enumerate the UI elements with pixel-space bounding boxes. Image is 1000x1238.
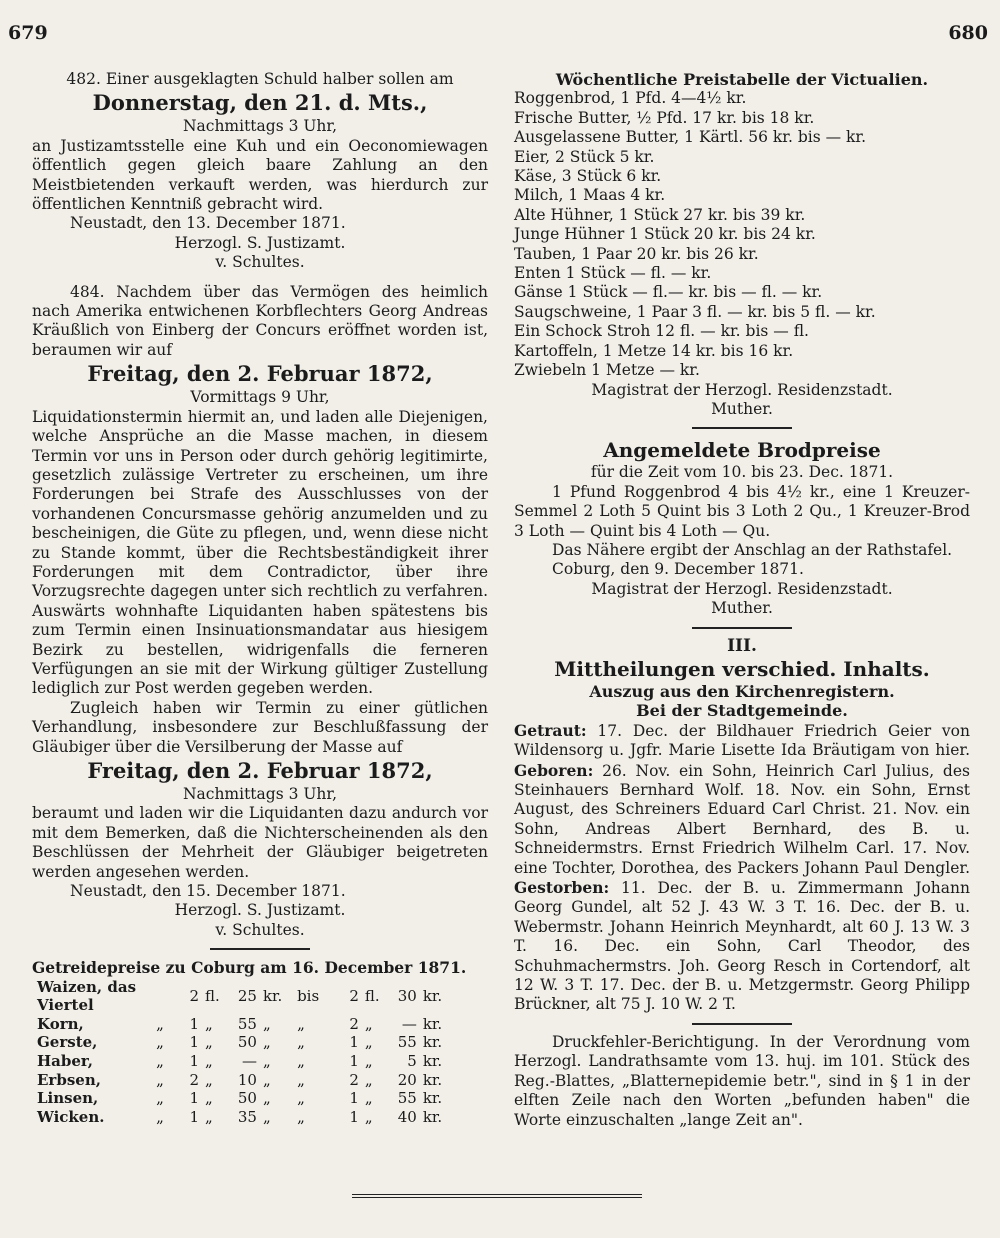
bread-prices-authority: Magistrat der Herzogl. Residenzstadt. [591,579,893,598]
bread-prices-title: Angemeldete Brodpreise [603,438,881,463]
unit: fl. [364,986,380,1005]
grain-name: Linsen, [37,1089,99,1108]
unit: kr. [422,1107,443,1126]
victuals-signature: Muther. [711,399,773,418]
unit: „ [297,1033,305,1052]
unit: „ [364,1052,373,1071]
table-row [34,1052,454,1071]
notice-484-signature: v. Schultes. [215,920,305,939]
unit: kr. [262,986,283,1005]
notice-484 [32,283,488,941]
unit: „ [262,1014,271,1033]
grain-name: Erbsen, [37,1070,101,1089]
table-row [34,1015,454,1034]
unit: „ [364,1014,373,1033]
notice-482-time: Nachmittags 3 Uhr, [182,117,338,136]
victual-price-line: Kartoffeln, 1 Metze 14 kr. bis 16 kr. [514,341,794,360]
notice-484-body-1: Liquidationstermin hiermit an, und laden alle Diejenigen, welche Ansprüche an die Masse machen, in diesem Termin vor uns in Person oder durch gehörig legitimirte, gesetzlich zulässige Vertreter zu erscheinen, um ihre Forderungen bei Strafe des Ausschlusses von der vorhandenen Concursmasse gehörig anzumelden und zu bescheinigen, die Güte zu pflegen, und, wenn diese nicht zu Stande kommt, über die Rechtsbeständigkeit ihrer Forderungen mit dem Contradictor, über ihre Vorzugsrechte dagegen unter sich rechtlich zu verfahren. Auswärts wohnhafte Liquidanten haben spätestens bis zum Termin einen Insinuationsmandatar aus hiesigem Bezirk zu bestellen, widrigenfalls die ferneren Verfügungen an sie mit der Wirkung gültiger Zustellung lediglich zur Post werden gegeben werden. [32,407,488,698]
price-kr-high: 55 [397,1033,417,1052]
price-kr-low: — [241,1052,257,1071]
table-row [34,1033,454,1052]
table-row [34,978,454,1015]
price-fl-high: 2 [349,1070,359,1089]
bread-prices-place-date: Coburg, den 9. December 1871. [552,560,804,579]
born-text: 26. Nov. ein Sohn, Heinrich Carl Julius, des Steinhauers Bernhard Wolf. 18. Nov. ein Sohn, Ernst August, des Schreiners Eduard Carl Christ. 21. Nov. ein Sohn, Andreas Albert Bernhard, des B. u. Schneidermstrs. Ernst Friedrich Wilhelm Carl. 17. Nov. eine Tochter, Dorothea, des Packers Johann Paul Dengler. [514,761,970,877]
unit: „ [364,1089,373,1108]
notice-484-time-2: Nachmittags 3 Uhr, [182,785,338,803]
victual-price-line: Ausgelassene Butter, 1 Kärtl. 56 kr. bis — kr. [514,128,867,147]
price-fl-high: 1 [349,1089,359,1108]
table-row [34,1071,454,1090]
grain-prices-title: Getreidepreise zu Coburg am 16. December 1871. [32,958,467,978]
notice-484-intro: 484. Nachdem über das Vermögen des heimlich nach Amerika entwichenen Korbflechters Georg Andreas Kräußlich von Einberg der Concurs eröffnet worden ist, beraumen wir auf [32,282,488,359]
price-fl-high: 2 [349,1014,359,1033]
price-fl-low: 1 [189,1089,199,1108]
price-fl-low: 1 [189,1033,199,1052]
ditto-mark: „ [156,1014,164,1033]
victual-price-line: Junge Hühner 1 Stück 20 kr. bis 24 kr. [514,225,816,244]
unit: „ [262,1089,271,1108]
divider [692,1023,792,1025]
price-fl-high: 1 [349,1052,359,1071]
page-end-rule [352,1194,642,1198]
notice-482-signature: v. Schultes. [215,253,305,272]
unit: kr. [422,1089,443,1108]
born-label: Geboren: [514,760,594,780]
price-kr-low: 25 [237,986,257,1005]
unit: kr. [422,986,443,1005]
unit: „ [262,1070,271,1089]
notice-482-authority: Herzogl. S. Justizamt. [174,233,346,252]
notice-482-place-date: Neustadt, den 13. December 1871. [70,214,346,233]
price-fl-low: 1 [189,1107,199,1126]
bread-prices-body: 1 Pfund Roggenbrod 4 bis 4½ kr., eine 1 Kreuzer-Semmel 2 Loth 5 Quint bis 3 Loth 2 Qu., 1 Kreuzer-Brod 3 Loth — Quint bis 4 Loth — Qu. [514,482,970,540]
price-fl-low: 2 [189,986,199,1005]
unit: „ [297,1089,305,1108]
notice-484-time-1: Vormittags 9 Uhr, [190,388,330,407]
grain-name: Haber, [37,1052,93,1071]
section-3-title: Mittheilungen verschied. Inhalts. [554,656,930,681]
price-kr-low: 50 [237,1033,257,1052]
price-kr-low: 10 [237,1070,257,1089]
notice-484-authority: Herzogl. S. Justizamt. [174,901,346,920]
notice-484-date-2: Freitag, den 2. Februar 1872, [87,758,433,783]
ditto-mark: „ [156,1089,164,1108]
notice-484-place-date: Neustadt, den 15. December 1871. [70,882,346,901]
unit: „ [297,1052,305,1071]
grain-prices [32,958,488,1126]
price-kr-high: 30 [397,986,417,1005]
page-number-right: 680 [948,22,988,44]
price-kr-high: 20 [397,1070,417,1089]
city-parish-title: Bei der Stadtgemeinde. [636,701,848,721]
ditto-mark: „ [156,1052,164,1071]
unit: „ [205,1089,213,1108]
unit: „ [262,1033,271,1052]
church-register-entries [514,721,970,1015]
unit: „ [364,1033,373,1052]
church-register-title: Auszug aus den Kirchenregistern. [589,681,895,701]
married-text: 17. Dec. der Bildhauer Friedrich Geier von Wildensorg u. Jgfr. Marie Lisette Ida Bräutigam von hier. [514,721,970,760]
divider [692,427,792,429]
unit: kr. [422,1033,443,1052]
victual-price-line: Frische Butter, ½ Pfd. 17 kr. bis 18 kr. [514,108,815,127]
grain-name: Gerste, [37,1033,98,1052]
bread-prices-note: Das Nähere ergibt der Anschlag an der Rathstafel. [552,540,953,559]
unit: kr. [422,1052,443,1071]
price-fl-low: 2 [189,1070,199,1089]
ditto-mark: „ [156,1070,164,1089]
unit: „ [205,1070,213,1089]
victuals-authority: Magistrat der Herzogl. Residenzstadt. [591,380,893,399]
unit: „ [205,1033,213,1052]
victuals-title: Wöchentliche Preistabelle der Victualien. [555,70,929,89]
price-kr-low: 50 [237,1089,257,1108]
unit: „ [297,1070,305,1089]
right-column [514,70,970,1130]
notice-484-body-3: beraumt und laden wir die Liquidanten dazu andurch vor mit dem Bemerken, daß die Nichterscheinenden als den Beschlüssen der Mehrheit der Gläubiger beigetreten werden angesehen werden. [32,804,488,881]
married-label: Getraut: [514,720,587,740]
victuals-list [514,89,970,380]
price-fl-high: 1 [349,1033,359,1052]
victual-price-line: Enten 1 Stück — fl. — kr. [514,264,712,283]
bread-prices-period: für die Zeit vom 10. bis 23. Dec. 1871. [590,463,894,482]
unit: fl. [205,986,220,1005]
price-kr-low: 35 [237,1107,257,1126]
notice-482 [32,70,488,273]
victual-price-line: Eier, 2 Stück 5 kr. [514,147,655,166]
victual-price-line: Roggenbrod, 1 Pfd. 4—4½ kr. [514,89,747,108]
table-row [34,1089,454,1108]
price-kr-high: — [401,1014,417,1033]
victual-price-line: Saugschweine, 1 Paar 3 fl. — kr. bis 5 fl. — kr. [514,302,876,321]
section-3 [514,637,970,1015]
notice-484-date-1: Freitag, den 2. Februar 1872, [87,361,433,387]
ditto-mark [148,978,172,1015]
died-text: 11. Dec. der B. u. Zimmermann Johann Georg Gundel, alt 52 J. 43 W. 3 T. 16. Dec. der B. u. Webermstr. Johann Heinrich Meynhardt, alt 60 J. 13 W. 3 T. 16. Dec. ein Sohn, Carl Theodor, des Schuhmachermstrs. Joh. Georg Resch in Cortendorf, alt 12 W. 3 T. 17. Dec. der B. u. Metzgermstr. Georg Philipp Brückner, alt 75 J. 10 W. 2 T. [514,879,970,1014]
unit: „ [297,1014,305,1033]
section-3-number: III. [727,635,757,656]
unit: „ [364,1070,373,1089]
unit: „ [205,1014,213,1033]
unit: „ [297,1107,305,1126]
victual-price-line: Ein Schock Stroh 12 fl. — kr. bis — fl. [514,322,809,341]
ditto-mark: „ [156,1033,164,1052]
price-fl-high: 2 [349,986,359,1005]
price-kr-high: 40 [397,1107,417,1126]
notice-482-intro: 482. Einer ausgeklagten Schuld halber sollen am [66,70,454,88]
bread-prices-signature: Muther. [711,599,773,618]
unit: „ [262,1052,271,1071]
unit: „ [205,1052,213,1071]
notice-484-body-2: Zugleich haben wir Termin zu einer gütlichen Verhandlung, insbesondere zur Beschlußfassung der Gläubiger über die Versilberung der Masse auf [32,698,488,756]
victual-price-line: Käse, 3 Stück 6 kr. [514,167,662,186]
unit: „ [364,1107,373,1126]
died-label: Gestorben: [514,878,610,898]
divider [692,627,792,629]
unit: „ [262,1107,271,1126]
price-kr-high: 55 [397,1089,417,1108]
price-kr-high: 5 [407,1052,417,1071]
grain-name: Waizen, das Viertel [37,977,137,1015]
left-column [32,70,488,1126]
unit: bis [297,986,320,1005]
page-number-left: 679 [8,22,48,44]
table-row [34,1108,454,1127]
grain-name: Korn, [37,1014,84,1033]
victual-price-line: Alte Hühner, 1 Stück 27 kr. bis 39 kr. [514,205,806,224]
price-kr-low: 55 [237,1014,257,1033]
price-fl-low: 1 [189,1052,199,1071]
divider [210,948,310,950]
victuals-price-table [514,70,970,419]
victual-price-line: Milch, 1 Maas 4 kr. [514,186,666,205]
notice-482-body: an Justizamtsstelle eine Kuh und ein Oeconomiewagen öffentlich gegen gleich baare Zahlung an den Meistbietenden verkauft werden, was hierdurch zur öffentlichen Kenntniß gebracht wird. [32,136,488,214]
price-fl-low: 1 [189,1014,199,1033]
price-fl-high: 1 [349,1107,359,1126]
grain-name: Wicken. [37,1107,105,1126]
grain-prices-table [34,978,454,1127]
unit: „ [205,1107,213,1126]
unit: kr. [422,1070,443,1089]
victual-price-line: Tauben, 1 Paar 20 kr. bis 26 kr. [514,244,759,263]
victual-price-line: Gänse 1 Stück — fl.— kr. bis — fl. — kr. [514,283,823,302]
victual-price-line: Zwiebeln 1 Metze — kr. [514,361,700,380]
notice-482-date: Donnerstag, den 21. d. Mts., [92,90,428,116]
errata-notice: Druckfehler-Berichtigung. In der Verordnung vom Herzogl. Landrathsamte vom 13. huj. im 101. Stück des Reg.-Blattes, „Blatternepidemie betr.", sind in § 1 in der elften Zeile nach den Worten „befunden haben" die Worte einzuschalten „lange Zeit an". [514,1032,970,1129]
ditto-mark: „ [156,1107,164,1126]
unit: kr. [422,1014,443,1033]
bread-prices [514,437,970,618]
